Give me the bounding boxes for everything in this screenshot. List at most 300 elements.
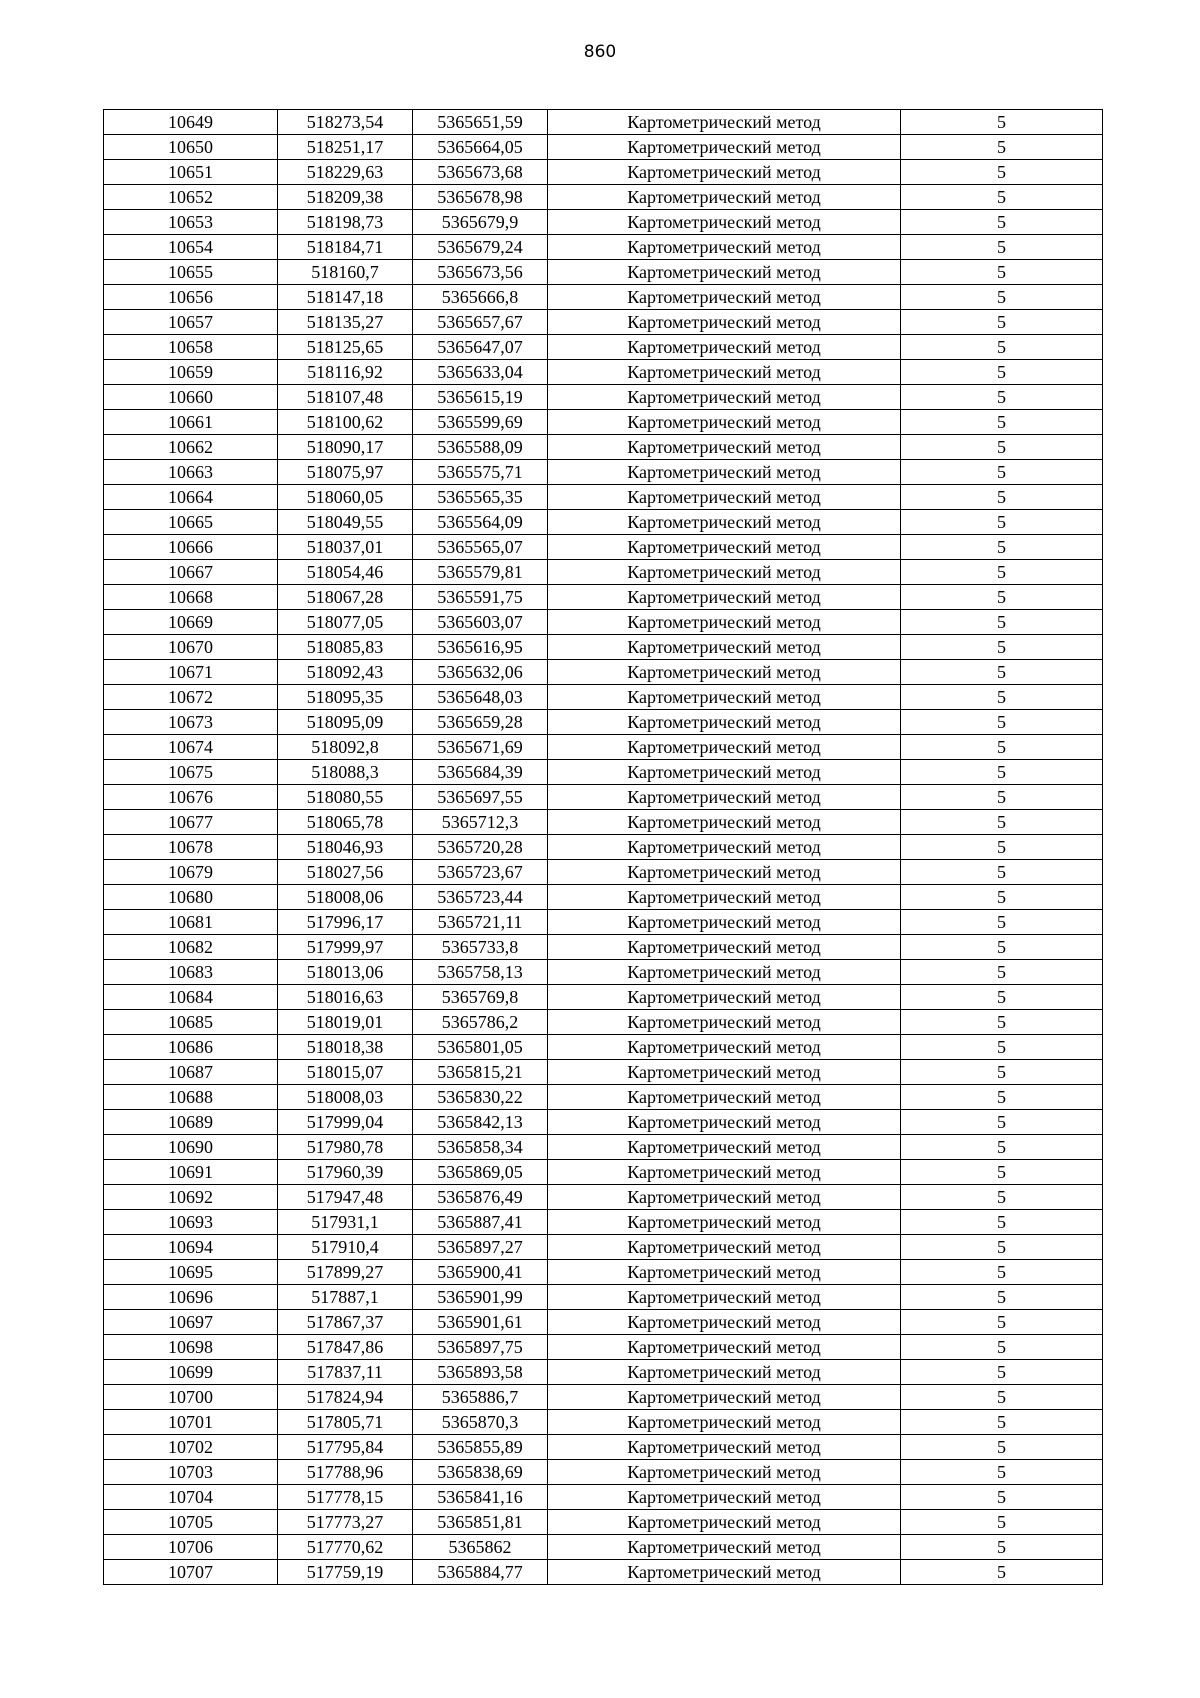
table-row bbox=[104, 985, 1103, 1010]
table-row bbox=[104, 1485, 1103, 1510]
accuracy-cell: 5 bbox=[901, 1460, 1103, 1485]
point-number-cell: 10697 bbox=[104, 1310, 278, 1335]
x-coordinate-cell: 518046,93 bbox=[278, 835, 413, 860]
point-number-cell: 10678 bbox=[104, 835, 278, 860]
x-coordinate-cell: 518016,63 bbox=[278, 985, 413, 1010]
y-coordinate-cell: 5365897,75 bbox=[413, 1335, 548, 1360]
method-cell: Картометрический метод bbox=[548, 1060, 901, 1085]
accuracy-cell: 5 bbox=[901, 635, 1103, 660]
x-coordinate-cell: 518147,18 bbox=[278, 285, 413, 310]
x-coordinate-cell: 518019,01 bbox=[278, 1010, 413, 1035]
table-row bbox=[104, 1510, 1103, 1535]
accuracy-cell: 5 bbox=[901, 1035, 1103, 1060]
accuracy-cell: 5 bbox=[901, 285, 1103, 310]
table-row bbox=[104, 860, 1103, 885]
accuracy-cell: 5 bbox=[901, 660, 1103, 685]
y-coordinate-cell: 5365565,35 bbox=[413, 485, 548, 510]
accuracy-cell: 5 bbox=[901, 1260, 1103, 1285]
accuracy-cell: 5 bbox=[901, 1110, 1103, 1135]
accuracy-cell: 5 bbox=[901, 535, 1103, 560]
accuracy-cell: 5 bbox=[901, 785, 1103, 810]
accuracy-cell: 5 bbox=[901, 1435, 1103, 1460]
table-row bbox=[104, 210, 1103, 235]
accuracy-cell: 5 bbox=[901, 860, 1103, 885]
table-row bbox=[104, 1085, 1103, 1110]
y-coordinate-cell: 5365815,21 bbox=[413, 1060, 548, 1085]
y-coordinate-cell: 5365599,69 bbox=[413, 410, 548, 435]
x-coordinate-cell: 517788,96 bbox=[278, 1460, 413, 1485]
method-cell: Картометрический метод bbox=[548, 185, 901, 210]
accuracy-cell: 5 bbox=[901, 1510, 1103, 1535]
accuracy-cell: 5 bbox=[901, 1335, 1103, 1360]
y-coordinate-cell: 5365887,41 bbox=[413, 1210, 548, 1235]
y-coordinate-cell: 5365565,07 bbox=[413, 535, 548, 560]
table-row bbox=[104, 735, 1103, 760]
table-row bbox=[104, 1385, 1103, 1410]
table-row bbox=[104, 560, 1103, 585]
table-row bbox=[104, 785, 1103, 810]
point-number-cell: 10687 bbox=[104, 1060, 278, 1085]
accuracy-cell: 5 bbox=[901, 1210, 1103, 1235]
table-row bbox=[104, 1185, 1103, 1210]
method-cell: Картометрический метод bbox=[548, 460, 901, 485]
method-cell: Картометрический метод bbox=[548, 1510, 901, 1535]
x-coordinate-cell: 517837,11 bbox=[278, 1360, 413, 1385]
x-coordinate-cell: 518198,73 bbox=[278, 210, 413, 235]
x-coordinate-cell: 517980,78 bbox=[278, 1135, 413, 1160]
y-coordinate-cell: 5365647,07 bbox=[413, 335, 548, 360]
x-coordinate-cell: 517773,27 bbox=[278, 1510, 413, 1535]
method-cell: Картометрический метод bbox=[548, 385, 901, 410]
y-coordinate-cell: 5365579,81 bbox=[413, 560, 548, 585]
y-coordinate-cell: 5365733,8 bbox=[413, 935, 548, 960]
accuracy-cell: 5 bbox=[901, 1235, 1103, 1260]
point-number-cell: 10663 bbox=[104, 460, 278, 485]
x-coordinate-cell: 517805,71 bbox=[278, 1410, 413, 1435]
y-coordinate-cell: 5365651,59 bbox=[413, 110, 548, 135]
point-number-cell: 10650 bbox=[104, 135, 278, 160]
point-number-cell: 10653 bbox=[104, 210, 278, 235]
table-row bbox=[104, 610, 1103, 635]
point-number-cell: 10661 bbox=[104, 410, 278, 435]
table-row bbox=[104, 835, 1103, 860]
table-row bbox=[104, 160, 1103, 185]
table-row bbox=[104, 1560, 1103, 1585]
accuracy-cell: 5 bbox=[901, 685, 1103, 710]
y-coordinate-cell: 5365841,16 bbox=[413, 1485, 548, 1510]
table-row bbox=[104, 185, 1103, 210]
table-row bbox=[104, 585, 1103, 610]
method-cell: Картометрический метод bbox=[548, 810, 901, 835]
table-row bbox=[104, 1035, 1103, 1060]
x-coordinate-cell: 517910,4 bbox=[278, 1235, 413, 1260]
point-number-cell: 10671 bbox=[104, 660, 278, 685]
method-cell: Картометрический метод bbox=[548, 435, 901, 460]
method-cell: Картометрический метод bbox=[548, 835, 901, 860]
method-cell: Картометрический метод bbox=[548, 660, 901, 685]
accuracy-cell: 5 bbox=[901, 1160, 1103, 1185]
x-coordinate-cell: 518090,17 bbox=[278, 435, 413, 460]
y-coordinate-cell: 5365657,67 bbox=[413, 310, 548, 335]
x-coordinate-cell: 518092,8 bbox=[278, 735, 413, 760]
y-coordinate-cell: 5365616,95 bbox=[413, 635, 548, 660]
point-number-cell: 10666 bbox=[104, 535, 278, 560]
accuracy-cell: 5 bbox=[901, 210, 1103, 235]
x-coordinate-cell: 517867,37 bbox=[278, 1310, 413, 1335]
point-number-cell: 10706 bbox=[104, 1535, 278, 1560]
accuracy-cell: 5 bbox=[901, 310, 1103, 335]
y-coordinate-cell: 5365679,9 bbox=[413, 210, 548, 235]
method-cell: Картометрический метод bbox=[548, 1435, 901, 1460]
accuracy-cell: 5 bbox=[901, 960, 1103, 985]
method-cell: Картометрический метод bbox=[548, 360, 901, 385]
method-cell: Картометрический метод bbox=[548, 1285, 901, 1310]
method-cell: Картометрический метод bbox=[548, 1385, 901, 1410]
y-coordinate-cell: 5365678,98 bbox=[413, 185, 548, 210]
y-coordinate-cell: 5365786,2 bbox=[413, 1010, 548, 1035]
table-row bbox=[104, 1110, 1103, 1135]
x-coordinate-cell: 518067,28 bbox=[278, 585, 413, 610]
y-coordinate-cell: 5365769,8 bbox=[413, 985, 548, 1010]
y-coordinate-cell: 5365666,8 bbox=[413, 285, 548, 310]
accuracy-cell: 5 bbox=[901, 335, 1103, 360]
y-coordinate-cell: 5365830,22 bbox=[413, 1085, 548, 1110]
method-cell: Картометрический метод bbox=[548, 1410, 901, 1435]
accuracy-cell: 5 bbox=[901, 485, 1103, 510]
method-cell: Картометрический метод bbox=[548, 760, 901, 785]
y-coordinate-cell: 5365893,58 bbox=[413, 1360, 548, 1385]
y-coordinate-cell: 5365723,67 bbox=[413, 860, 548, 885]
x-coordinate-cell: 518095,09 bbox=[278, 710, 413, 735]
method-cell: Картометрический метод bbox=[548, 1335, 901, 1360]
y-coordinate-cell: 5365633,04 bbox=[413, 360, 548, 385]
x-coordinate-cell: 518229,63 bbox=[278, 160, 413, 185]
point-number-cell: 10693 bbox=[104, 1210, 278, 1235]
accuracy-cell: 5 bbox=[901, 385, 1103, 410]
y-coordinate-cell: 5365720,28 bbox=[413, 835, 548, 860]
y-coordinate-cell: 5365697,55 bbox=[413, 785, 548, 810]
accuracy-cell: 5 bbox=[901, 710, 1103, 735]
accuracy-cell: 5 bbox=[901, 1410, 1103, 1435]
y-coordinate-cell: 5365575,71 bbox=[413, 460, 548, 485]
x-coordinate-cell: 517847,86 bbox=[278, 1335, 413, 1360]
x-coordinate-cell: 517999,97 bbox=[278, 935, 413, 960]
method-cell: Картометрический метод bbox=[548, 1210, 901, 1235]
point-number-cell: 10683 bbox=[104, 960, 278, 985]
x-coordinate-cell: 518273,54 bbox=[278, 110, 413, 135]
accuracy-cell: 5 bbox=[901, 1560, 1103, 1585]
method-cell: Картометрический метод bbox=[548, 1185, 901, 1210]
x-coordinate-cell: 518184,71 bbox=[278, 235, 413, 260]
table-row bbox=[104, 135, 1103, 160]
y-coordinate-cell: 5365901,99 bbox=[413, 1285, 548, 1310]
point-number-cell: 10705 bbox=[104, 1510, 278, 1535]
point-number-cell: 10649 bbox=[104, 110, 278, 135]
method-cell: Картометрический метод bbox=[548, 1160, 901, 1185]
method-cell: Картометрический метод bbox=[548, 410, 901, 435]
y-coordinate-cell: 5365858,34 bbox=[413, 1135, 548, 1160]
y-coordinate-cell: 5365897,27 bbox=[413, 1235, 548, 1260]
method-cell: Картометрический метод bbox=[548, 135, 901, 160]
accuracy-cell: 5 bbox=[901, 185, 1103, 210]
method-cell: Картометрический метод bbox=[548, 985, 901, 1010]
x-coordinate-cell: 518100,62 bbox=[278, 410, 413, 435]
point-number-cell: 10684 bbox=[104, 985, 278, 1010]
accuracy-cell: 5 bbox=[901, 1310, 1103, 1335]
method-cell: Картометрический метод bbox=[548, 110, 901, 135]
table-row bbox=[104, 335, 1103, 360]
point-number-cell: 10651 bbox=[104, 160, 278, 185]
table-row bbox=[104, 360, 1103, 385]
method-cell: Картометрический метод bbox=[548, 485, 901, 510]
coordinates-table-body bbox=[104, 110, 1103, 1585]
x-coordinate-cell: 517887,1 bbox=[278, 1285, 413, 1310]
point-number-cell: 10673 bbox=[104, 710, 278, 735]
method-cell: Картометрический метод bbox=[548, 335, 901, 360]
method-cell: Картометрический метод bbox=[548, 1310, 901, 1335]
table-row bbox=[104, 535, 1103, 560]
point-number-cell: 10692 bbox=[104, 1185, 278, 1210]
accuracy-cell: 5 bbox=[901, 1010, 1103, 1035]
y-coordinate-cell: 5365684,39 bbox=[413, 760, 548, 785]
accuracy-cell: 5 bbox=[901, 1060, 1103, 1085]
y-coordinate-cell: 5365862 bbox=[413, 1535, 548, 1560]
y-coordinate-cell: 5365855,89 bbox=[413, 1435, 548, 1460]
x-coordinate-cell: 518077,05 bbox=[278, 610, 413, 635]
table-row bbox=[104, 935, 1103, 960]
point-number-cell: 10669 bbox=[104, 610, 278, 635]
method-cell: Картометрический метод bbox=[548, 635, 901, 660]
table-row bbox=[104, 460, 1103, 485]
table-row bbox=[104, 510, 1103, 535]
point-number-cell: 10694 bbox=[104, 1235, 278, 1260]
point-number-cell: 10670 bbox=[104, 635, 278, 660]
accuracy-cell: 5 bbox=[901, 610, 1103, 635]
table-row bbox=[104, 1235, 1103, 1260]
point-number-cell: 10702 bbox=[104, 1435, 278, 1460]
table-row bbox=[104, 635, 1103, 660]
point-number-cell: 10659 bbox=[104, 360, 278, 385]
point-number-cell: 10680 bbox=[104, 885, 278, 910]
y-coordinate-cell: 5365588,09 bbox=[413, 435, 548, 460]
x-coordinate-cell: 517824,94 bbox=[278, 1385, 413, 1410]
method-cell: Картометрический метод bbox=[548, 1485, 901, 1510]
x-coordinate-cell: 518107,48 bbox=[278, 385, 413, 410]
accuracy-cell: 5 bbox=[901, 1285, 1103, 1310]
y-coordinate-cell: 5365886,7 bbox=[413, 1385, 548, 1410]
method-cell: Картометрический метод bbox=[548, 910, 901, 935]
table-row bbox=[104, 1060, 1103, 1085]
x-coordinate-cell: 517960,39 bbox=[278, 1160, 413, 1185]
x-coordinate-cell: 518135,27 bbox=[278, 310, 413, 335]
table-row bbox=[104, 1360, 1103, 1385]
point-number-cell: 10681 bbox=[104, 910, 278, 935]
y-coordinate-cell: 5365648,03 bbox=[413, 685, 548, 710]
accuracy-cell: 5 bbox=[901, 160, 1103, 185]
accuracy-cell: 5 bbox=[901, 435, 1103, 460]
point-number-cell: 10675 bbox=[104, 760, 278, 785]
accuracy-cell: 5 bbox=[901, 1360, 1103, 1385]
point-number-cell: 10665 bbox=[104, 510, 278, 535]
method-cell: Картометрический метод bbox=[548, 1535, 901, 1560]
point-number-cell: 10704 bbox=[104, 1485, 278, 1510]
y-coordinate-cell: 5365721,11 bbox=[413, 910, 548, 935]
table-row bbox=[104, 310, 1103, 335]
accuracy-cell: 5 bbox=[901, 985, 1103, 1010]
method-cell: Картометрический метод bbox=[548, 1035, 901, 1060]
x-coordinate-cell: 517931,1 bbox=[278, 1210, 413, 1235]
method-cell: Картометрический метод bbox=[548, 710, 901, 735]
accuracy-cell: 5 bbox=[901, 735, 1103, 760]
x-coordinate-cell: 518209,38 bbox=[278, 185, 413, 210]
y-coordinate-cell: 5365671,69 bbox=[413, 735, 548, 760]
y-coordinate-cell: 5365870,3 bbox=[413, 1410, 548, 1435]
x-coordinate-cell: 518060,05 bbox=[278, 485, 413, 510]
accuracy-cell: 5 bbox=[901, 1135, 1103, 1160]
y-coordinate-cell: 5365884,77 bbox=[413, 1560, 548, 1585]
table-row bbox=[104, 660, 1103, 685]
y-coordinate-cell: 5365659,28 bbox=[413, 710, 548, 735]
x-coordinate-cell: 518049,55 bbox=[278, 510, 413, 535]
accuracy-cell: 5 bbox=[901, 585, 1103, 610]
x-coordinate-cell: 518037,01 bbox=[278, 535, 413, 560]
point-number-cell: 10686 bbox=[104, 1035, 278, 1060]
y-coordinate-cell: 5365673,56 bbox=[413, 260, 548, 285]
accuracy-cell: 5 bbox=[901, 910, 1103, 935]
accuracy-cell: 5 bbox=[901, 110, 1103, 135]
point-number-cell: 10658 bbox=[104, 335, 278, 360]
table-row bbox=[104, 1160, 1103, 1185]
y-coordinate-cell: 5365603,07 bbox=[413, 610, 548, 635]
accuracy-cell: 5 bbox=[901, 235, 1103, 260]
point-number-cell: 10677 bbox=[104, 810, 278, 835]
point-number-cell: 10676 bbox=[104, 785, 278, 810]
point-number-cell: 10689 bbox=[104, 1110, 278, 1135]
method-cell: Картометрический метод bbox=[548, 510, 901, 535]
y-coordinate-cell: 5365851,81 bbox=[413, 1510, 548, 1535]
point-number-cell: 10667 bbox=[104, 560, 278, 585]
x-coordinate-cell: 517778,15 bbox=[278, 1485, 413, 1510]
point-number-cell: 10660 bbox=[104, 385, 278, 410]
x-coordinate-cell: 518054,46 bbox=[278, 560, 413, 585]
y-coordinate-cell: 5365801,05 bbox=[413, 1035, 548, 1060]
accuracy-cell: 5 bbox=[901, 835, 1103, 860]
table-row bbox=[104, 1435, 1103, 1460]
y-coordinate-cell: 5365673,68 bbox=[413, 160, 548, 185]
table-row bbox=[104, 885, 1103, 910]
y-coordinate-cell: 5365901,61 bbox=[413, 1310, 548, 1335]
y-coordinate-cell: 5365632,06 bbox=[413, 660, 548, 685]
accuracy-cell: 5 bbox=[901, 360, 1103, 385]
x-coordinate-cell: 517770,62 bbox=[278, 1535, 413, 1560]
x-coordinate-cell: 518125,65 bbox=[278, 335, 413, 360]
y-coordinate-cell: 5365838,69 bbox=[413, 1460, 548, 1485]
point-number-cell: 10664 bbox=[104, 485, 278, 510]
method-cell: Картометрический метод bbox=[548, 1110, 901, 1135]
x-coordinate-cell: 518018,38 bbox=[278, 1035, 413, 1060]
method-cell: Картометрический метод bbox=[548, 160, 901, 185]
x-coordinate-cell: 518027,56 bbox=[278, 860, 413, 885]
table-row bbox=[104, 1335, 1103, 1360]
x-coordinate-cell: 518088,3 bbox=[278, 760, 413, 785]
point-number-cell: 10682 bbox=[104, 935, 278, 960]
table-row bbox=[104, 385, 1103, 410]
method-cell: Картометрический метод bbox=[548, 685, 901, 710]
x-coordinate-cell: 518013,06 bbox=[278, 960, 413, 985]
point-number-cell: 10652 bbox=[104, 185, 278, 210]
accuracy-cell: 5 bbox=[901, 1535, 1103, 1560]
x-coordinate-cell: 517996,17 bbox=[278, 910, 413, 935]
point-number-cell: 10698 bbox=[104, 1335, 278, 1360]
table-row bbox=[104, 760, 1103, 785]
point-number-cell: 10662 bbox=[104, 435, 278, 460]
point-number-cell: 10699 bbox=[104, 1360, 278, 1385]
x-coordinate-cell: 517759,19 bbox=[278, 1560, 413, 1585]
x-coordinate-cell: 518116,92 bbox=[278, 360, 413, 385]
point-number-cell: 10672 bbox=[104, 685, 278, 710]
method-cell: Картометрический метод bbox=[548, 935, 901, 960]
table-row bbox=[104, 485, 1103, 510]
table-row bbox=[104, 1460, 1103, 1485]
y-coordinate-cell: 5365615,19 bbox=[413, 385, 548, 410]
point-number-cell: 10703 bbox=[104, 1460, 278, 1485]
table-row bbox=[104, 1210, 1103, 1235]
x-coordinate-cell: 518015,07 bbox=[278, 1060, 413, 1085]
table-row bbox=[104, 1135, 1103, 1160]
y-coordinate-cell: 5365664,05 bbox=[413, 135, 548, 160]
table-row bbox=[104, 1310, 1103, 1335]
table-row bbox=[104, 960, 1103, 985]
method-cell: Картометрический метод bbox=[548, 585, 901, 610]
table-row bbox=[104, 435, 1103, 460]
y-coordinate-cell: 5365758,13 bbox=[413, 960, 548, 985]
table-row bbox=[104, 910, 1103, 935]
accuracy-cell: 5 bbox=[901, 1085, 1103, 1110]
y-coordinate-cell: 5365723,44 bbox=[413, 885, 548, 910]
method-cell: Картометрический метод bbox=[548, 1135, 901, 1160]
table-row bbox=[104, 710, 1103, 735]
point-number-cell: 10668 bbox=[104, 585, 278, 610]
point-number-cell: 10688 bbox=[104, 1085, 278, 1110]
point-number-cell: 10655 bbox=[104, 260, 278, 285]
x-coordinate-cell: 518008,06 bbox=[278, 885, 413, 910]
y-coordinate-cell: 5365712,3 bbox=[413, 810, 548, 835]
method-cell: Картометрический метод bbox=[548, 1235, 901, 1260]
point-number-cell: 10685 bbox=[104, 1010, 278, 1035]
x-coordinate-cell: 517947,48 bbox=[278, 1185, 413, 1210]
accuracy-cell: 5 bbox=[901, 810, 1103, 835]
y-coordinate-cell: 5365869,05 bbox=[413, 1160, 548, 1185]
x-coordinate-cell: 518065,78 bbox=[278, 810, 413, 835]
y-coordinate-cell: 5365591,75 bbox=[413, 585, 548, 610]
x-coordinate-cell: 517899,27 bbox=[278, 1260, 413, 1285]
method-cell: Картометрический метод bbox=[548, 1460, 901, 1485]
method-cell: Картометрический метод bbox=[548, 1260, 901, 1285]
x-coordinate-cell: 518075,97 bbox=[278, 460, 413, 485]
table-row bbox=[104, 1260, 1103, 1285]
method-cell: Картометрический метод bbox=[548, 860, 901, 885]
table-row bbox=[104, 1285, 1103, 1310]
y-coordinate-cell: 5365564,09 bbox=[413, 510, 548, 535]
accuracy-cell: 5 bbox=[901, 510, 1103, 535]
accuracy-cell: 5 bbox=[901, 560, 1103, 585]
point-number-cell: 10700 bbox=[104, 1385, 278, 1410]
x-coordinate-cell: 518080,55 bbox=[278, 785, 413, 810]
point-number-cell: 10696 bbox=[104, 1285, 278, 1310]
point-number-cell: 10690 bbox=[104, 1135, 278, 1160]
method-cell: Картометрический метод bbox=[548, 735, 901, 760]
accuracy-cell: 5 bbox=[901, 260, 1103, 285]
